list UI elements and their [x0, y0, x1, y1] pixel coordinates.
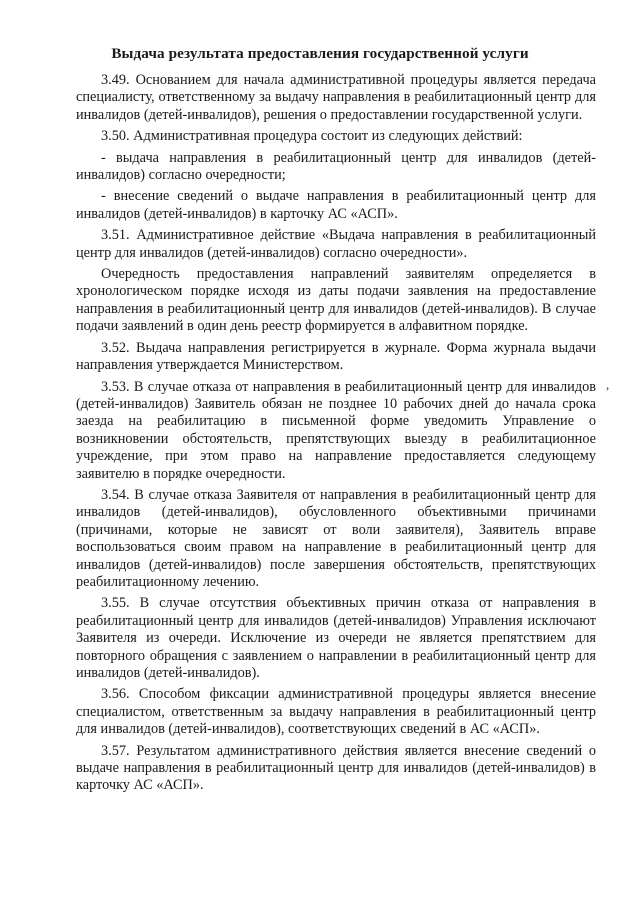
paragraph: 3.52. Выдача направления регистрируется в журнале. Форма журнала выдачи направления утверждается Министерством. [76, 339, 596, 374]
document-body [76, 72, 596, 795]
page-title: Выдача результата предоставления государственной услуги [111, 45, 529, 62]
paragraph: - выдача направления в реабилитационный центр для инвалидов (детей-инвалидов) согласно очередности; [76, 149, 596, 184]
paragraph: 3.51. Административное действие «Выдача направления в реабилитационный центр для инвалидов (детей-инвалидов) согласно очередности». [76, 227, 596, 261]
paragraph: 3.57. Результатом административного действия является внесение сведений о выдаче направления в реабилитационный центр для инвалидов (детей-инвалидов) в карточку АС «АСП». [76, 742, 596, 794]
paragraph: - внесение сведений о выдаче направления в реабилитационный центр для инвалидов (детей-инвалидов) в карточку АС «АСП». [76, 188, 596, 222]
paragraph: 3.53. В случае отказа от направления в реабилитационный центр для инвалидов (детей-инвалидов) Заявитель обязан не позднее 10 рабочих дней до начала срока заезда на реабилитацию в письменной форме уведомить Управление о возникновении обстоятельств, препятствующих выезду в реабилитационное учреждение, при этом право на направление предоставляется следующему заявителю в порядке очередности. [76, 378, 596, 482]
paragraph: Очередность предоставления направлений заявителям определяется в хронологическом порядке исходя из даты подачи заявления на предоставление направления в реабилитационный центр для инвалидов (детей-инвалидов). В случае подачи заявлений в один день реестр формируется в алфавитном порядке. [76, 266, 596, 335]
margin-mark: , [606, 377, 610, 392]
paragraph: 3.50. Административная процедура состоит из следующих действий: [101, 128, 523, 145]
paragraph: 3.56. Способом фиксации административной процедуры является внесение специалистом, ответственным за выдачу направления в реабилитационный центр для инвалидов (детей-инвалидов), соответствующих сведений в АС «АСП». [76, 686, 596, 738]
paragraph: 3.55. В случае отсутствия объективных причин отказа от направления в реабилитационный центр для инвалидов (детей-инвалидов) Управления исключают Заявителя из очереди. Исключение из очереди не является препятствием для повторного обращения с заявлением о направлении в реабилитационный центр для инвалидов (детей-инвалидов). [76, 595, 596, 681]
paragraph: 3.49. Основанием для начала административной процедуры является передача специалисту, ответственному за выдачу направления в реабилитационный центр для инвалидов (детей-инвалидов), решения о предоставлении государственной услуги. [76, 72, 596, 123]
paragraph: 3.54. В случае отказа Заявителя от направления в реабилитационный центр для инвалидов (детей-инвалидов), обусловленного объективными причинами (причинами, которые не зависят от воли заявителя), Заявитель вправе воспользоваться своим правом на направление в реабилитационный центр для инвалидов (детей-инвалидов) после завершения обстоятельств, препятствующих реабилитационному лечению. [76, 486, 596, 590]
